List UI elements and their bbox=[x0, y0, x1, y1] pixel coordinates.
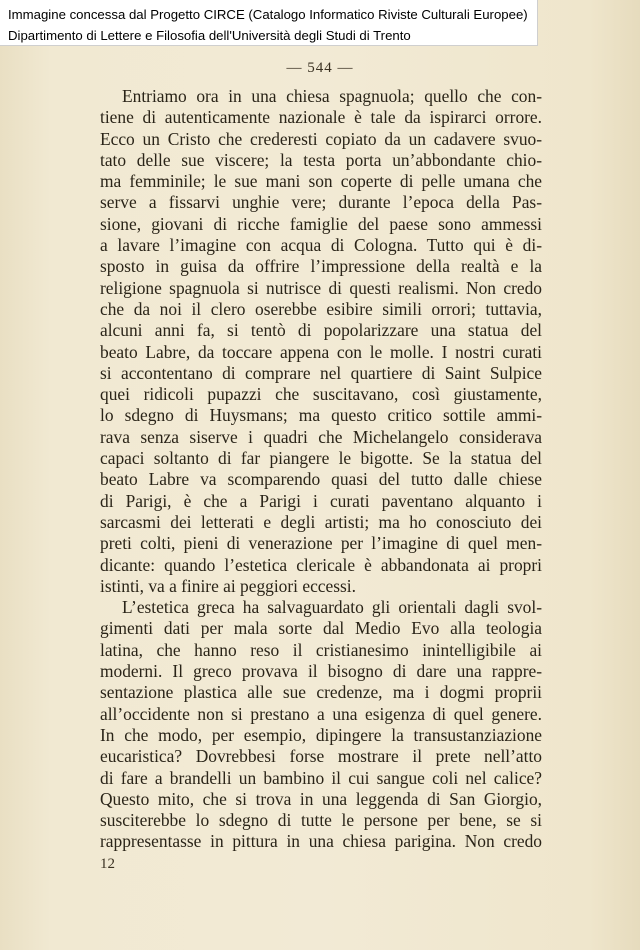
text-line: religione spagnuola si nutrisce di questi realismi. Non credo bbox=[100, 277, 542, 298]
text-line: lo sdegno di Huysmans; ma questo critico sottile ammi- bbox=[100, 405, 542, 426]
text-line: sarcasmi dei letterati e degli artisti; ma ho conosciuto dei bbox=[100, 511, 542, 532]
text-line: gimenti dati per mala sorte dal Medio Evo alla teologia bbox=[100, 618, 542, 639]
attribution-line-2: Dipartimento di Lettere e Filosofia dell'Università degli Studi di Trento bbox=[8, 28, 411, 43]
text-line: In che modo, per esempio, dipingere la transustanziazione bbox=[100, 724, 542, 745]
text-line: di Parigi, è che a Parigi i curati paventano alquanto i bbox=[100, 490, 542, 511]
text-line: preti colti, pieni di venerazione per l’imagine di quel men- bbox=[100, 533, 542, 554]
text-line: beato Labre, da toccare appena con le molle. I nostri curati bbox=[100, 341, 542, 362]
text-line: tiene di autenticamente nazionale è tale da ispirarci orrore. bbox=[100, 107, 542, 128]
text-line: serve a fissarvi unghie vere; durante l’epoca della Pas- bbox=[100, 192, 542, 213]
text-line: eucaristica? Dovrebbesi forse mostrare il prete nell’atto bbox=[100, 746, 542, 767]
text-line: all’occidente non si prestano a una esigenza di quel genere. bbox=[100, 703, 542, 724]
text-line: beato Labre va scomparendo quasi del tutto dalle chiese bbox=[100, 469, 542, 490]
attribution-line-1: Immagine concessa dal Progetto CIRCE (Catalogo Informatico Riviste Culturali Europee) bbox=[8, 7, 528, 22]
text-line: moderni. Il greco provava il bisogno di dare una rappre- bbox=[100, 661, 542, 682]
text-line: sposto in guisa da offrire l’impressione della realtà e la bbox=[100, 256, 542, 277]
text-line: ma femminile; le sue mani son coperte di pelle umana che bbox=[100, 171, 542, 192]
text-line: alcuni anni fa, si tentò di popolarizzare una statua del bbox=[100, 320, 542, 341]
text-line: latina, che hanno reso il cristianesimo inintelligibile ai bbox=[100, 639, 542, 660]
text-line: capaci soltanto di far piangere le bigotte. Se la statua del bbox=[100, 448, 542, 469]
text-line: rappresentasse in pittura in una chiesa parigina. Non credo bbox=[100, 831, 542, 852]
text-line: sione, giovani di ricche famiglie del paese sono ammessi bbox=[100, 213, 542, 234]
text-line: Ecco un Cristo che crederesti copiato da un cadavere svuo- bbox=[100, 128, 542, 149]
text-line: Entriamo ora in una chiesa spagnuola; quello che con- bbox=[122, 86, 542, 106]
text-line: di fare a brandelli un bambino il cui sangue coli nel calice? bbox=[100, 767, 542, 788]
body-text bbox=[100, 86, 542, 853]
page-header-number: — 544 — bbox=[286, 60, 354, 76]
text-line: sentazione plastica alle sue credenze, ma i dogmi proprii bbox=[100, 682, 542, 703]
text-line: che da noi il clero oserebbe esibire simili orrori; tuttavia, bbox=[100, 298, 542, 319]
text-line: quei ridicoli pupazzi che suscitavano, così giustamente, bbox=[100, 384, 542, 405]
signature-number: 12 bbox=[100, 856, 115, 872]
text-line: a lavare l’imagine con acqua di Cologna. Tutto qui è di- bbox=[100, 235, 542, 256]
text-line: susciterebbe lo sdegno di tutte le persone per bene, se si bbox=[100, 810, 542, 831]
text-line: si accontentano di comprare nel quartiere di Saint Sulpice bbox=[100, 362, 542, 383]
text-line: L’estetica greca ha salvaguardato gli orientali dagli svol- bbox=[122, 597, 542, 618]
text-line: Questo mito, che si trova in una leggenda di San Giorgio, bbox=[100, 788, 542, 809]
text-line: tato delle sue viscere; la testa porta un’abbondante chio- bbox=[100, 149, 542, 170]
attribution-banner bbox=[0, 0, 538, 46]
text-line: dicante: quando l’estetica clericale è abbandonata ai propri bbox=[100, 554, 542, 575]
text-line: istinti, va a finire ai peggiori eccessi. bbox=[100, 575, 356, 596]
text-line: rava senza siserve i quadri che Michelangelo considerava bbox=[100, 426, 542, 447]
